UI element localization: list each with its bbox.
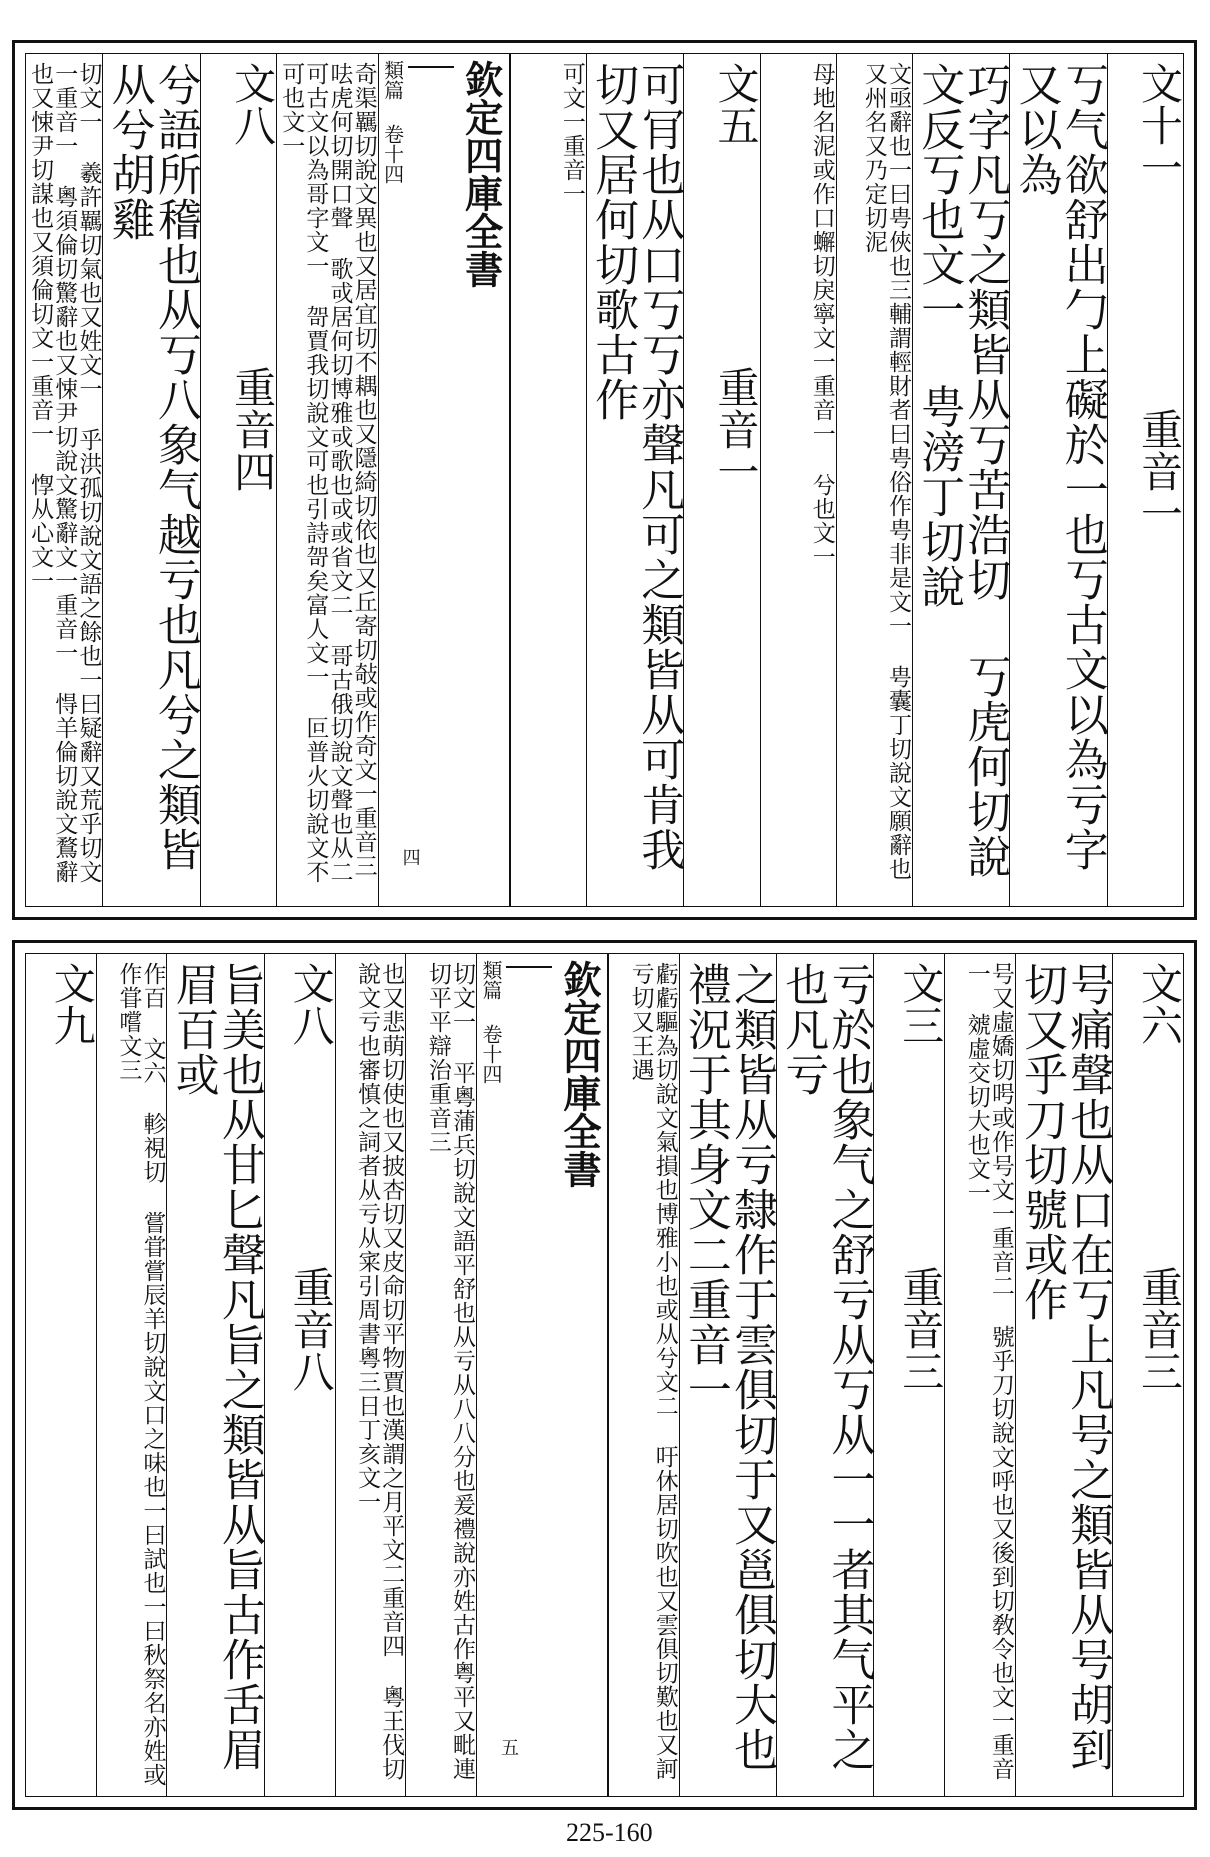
annotation-text: 作百 文六 軫視切 嘗甞嘗辰羊切說文口之味也一曰試也一曰秋祭名亦姓或作甞嚐文三 (115, 962, 166, 1787)
text-column (1015, 954, 1112, 1796)
character-count: 文三 (896, 962, 946, 1046)
repeat-sound-count: 重音一 (711, 366, 761, 492)
text-column (836, 54, 912, 906)
book-title: 類篇 卷十四 (479, 960, 503, 1084)
book-title: 類篇 卷十四 (380, 60, 405, 184)
character-count: 文八 (228, 62, 278, 146)
bottom-columns (26, 954, 1183, 1796)
leaf-number: 四 (399, 848, 421, 866)
main-entry-text: 兮語所稽也从丂八象气越亏也凡兮之類皆从兮胡雞 (103, 62, 201, 872)
collection-title: 欽定四庫全書 (557, 960, 602, 1188)
text-column (760, 54, 836, 906)
text-column (335, 954, 406, 1796)
top-half-page (12, 40, 1197, 920)
top-frame (25, 53, 1184, 907)
text-column (102, 54, 199, 906)
character-count: 文五 (711, 62, 761, 146)
text-column (276, 54, 378, 906)
annotation-text: 切文一 羲許羈切氣也又姓文一 乎洪孤切說文語之餘也一曰疑辭又荒乎切文一重音一 粵須倫切驚辭也又悚尹切說文驚辭文一重音一 㥂羊倫切說文鶩辭也又悚尹切謀也又須倫切文一重音一 惸从心文一 (27, 62, 102, 884)
text-column (912, 54, 1009, 906)
text-column (586, 54, 683, 906)
center-fold-column (378, 54, 510, 906)
character-count: 文十一 (1135, 62, 1184, 188)
repeat-sound-count: 重音八 (286, 1266, 336, 1392)
count-column (200, 54, 276, 906)
main-entry-text: 可肎也从口丂丂亦聲凡可之類皆从可肯我切又居何切歌古作 (587, 62, 685, 872)
text-column (944, 954, 1015, 1796)
count-column (683, 54, 759, 906)
fishtail-mark-icon (408, 66, 454, 104)
annotation-text: 切文一 平粵蒲兵切說文語平舒也从亏从八八分也爰禮說亦姓古作粤平又毗連切平平辯治重音三 (424, 962, 475, 1781)
main-entry-text: 号痛聲也从口在丂上凡号之類皆从号胡到切又乎刀切號或作 (1016, 962, 1114, 1772)
text-column (510, 54, 586, 906)
text-column (166, 954, 263, 1796)
text-column (776, 954, 873, 1796)
main-entry-text: 丂气欲舒出勹上礙於一也丂古文以為亏字又以為 (1010, 62, 1108, 872)
annotation-text: 母地名泥或作口蠏切戾寧文一重音一 兮也文一 (808, 62, 835, 569)
bottom-frame (25, 953, 1184, 1797)
text-column (1009, 54, 1106, 906)
repeat-sound-count: 重音一 (1135, 408, 1184, 534)
text-column (26, 54, 102, 906)
center-fold-column (476, 954, 608, 1796)
character-count: 文六 (1135, 962, 1184, 1046)
annotation-text: 文亟辭也一曰甹俠也三輔謂輕財者曰甹俗作甹非是文一 甹囊丁切說文願辭也又州名又乃定切泥 (860, 62, 911, 881)
main-entry-text: 旨美也从甘匕聲凡旨之類皆从旨古作舌眉眉百或 (167, 962, 265, 1772)
count-column (26, 954, 96, 1796)
repeat-sound-count: 重音四 (228, 366, 278, 492)
annotation-text: 也又悲萌切使也又披杏切又皮命切平物賈也漢謂之月平文二重音四 粵王伐切說文亏也審慎之詞者从亏从宷引周書粵三日丁亥文一 (354, 962, 405, 1781)
character-count: 文九 (47, 962, 97, 1046)
repeat-sound-count: 重音三 (1135, 1266, 1184, 1392)
annotation-text: 虧虧驅為切說文氣損也博雅小也或从兮文二 吁休居切吹也又雲俱切歎也又訶亏切又王遇 (627, 962, 678, 1781)
page-number: 225-160 (566, 1818, 653, 1847)
text-column (96, 954, 167, 1796)
main-entry-text: 亏於也象气之舒亏从丂从一一者其气平之也凡亏 (777, 962, 875, 1772)
bottom-half-page (12, 940, 1197, 1810)
count-column (1107, 54, 1183, 906)
count-column (1112, 954, 1183, 1796)
repeat-sound-count: 重音三 (896, 1266, 946, 1392)
annotation-text: 可文一重音一 (558, 62, 585, 206)
collection-title: 欽定四庫全書 (458, 60, 504, 288)
text-column (405, 954, 476, 1796)
character-count: 文八 (286, 962, 336, 1046)
count-column (264, 954, 335, 1796)
annotation-text: 奇渠羈切說文異也又居宜切不耦也又隱綺切依也又丘寄切敧或作奇文一重音三 呿虎何切開口聲 歌戓居何切博雅戓歌也戓或省文二 哥古俄切說文聲也从二可古文以為哥字文一 哿賈我切說文可也引詩哿矣富人文一 叵普火切說文不可也文一 (278, 62, 377, 884)
leaf-number: 五 (498, 1738, 519, 1756)
main-entry-text: 之類皆从亏隸作于雲俱切于又邕俱切大也 禮況于其身文二重音一 (679, 962, 778, 1772)
main-entry-text: 巧字凡丂之類皆从丂苦浩切 丂虎何切說文反丂也文一 甹滂丁切說 (913, 62, 1011, 879)
text-column (608, 954, 679, 1796)
top-columns (26, 54, 1183, 906)
text-column (679, 954, 776, 1796)
count-column (873, 954, 944, 1796)
fishtail-mark-icon (506, 966, 552, 1004)
annotation-text: 号又虛嬌切呺或作号文一重音二 號乎刀切說文呼也又後到切敎令也文一重音一 虠虛交切大也文一 (963, 962, 1014, 1781)
